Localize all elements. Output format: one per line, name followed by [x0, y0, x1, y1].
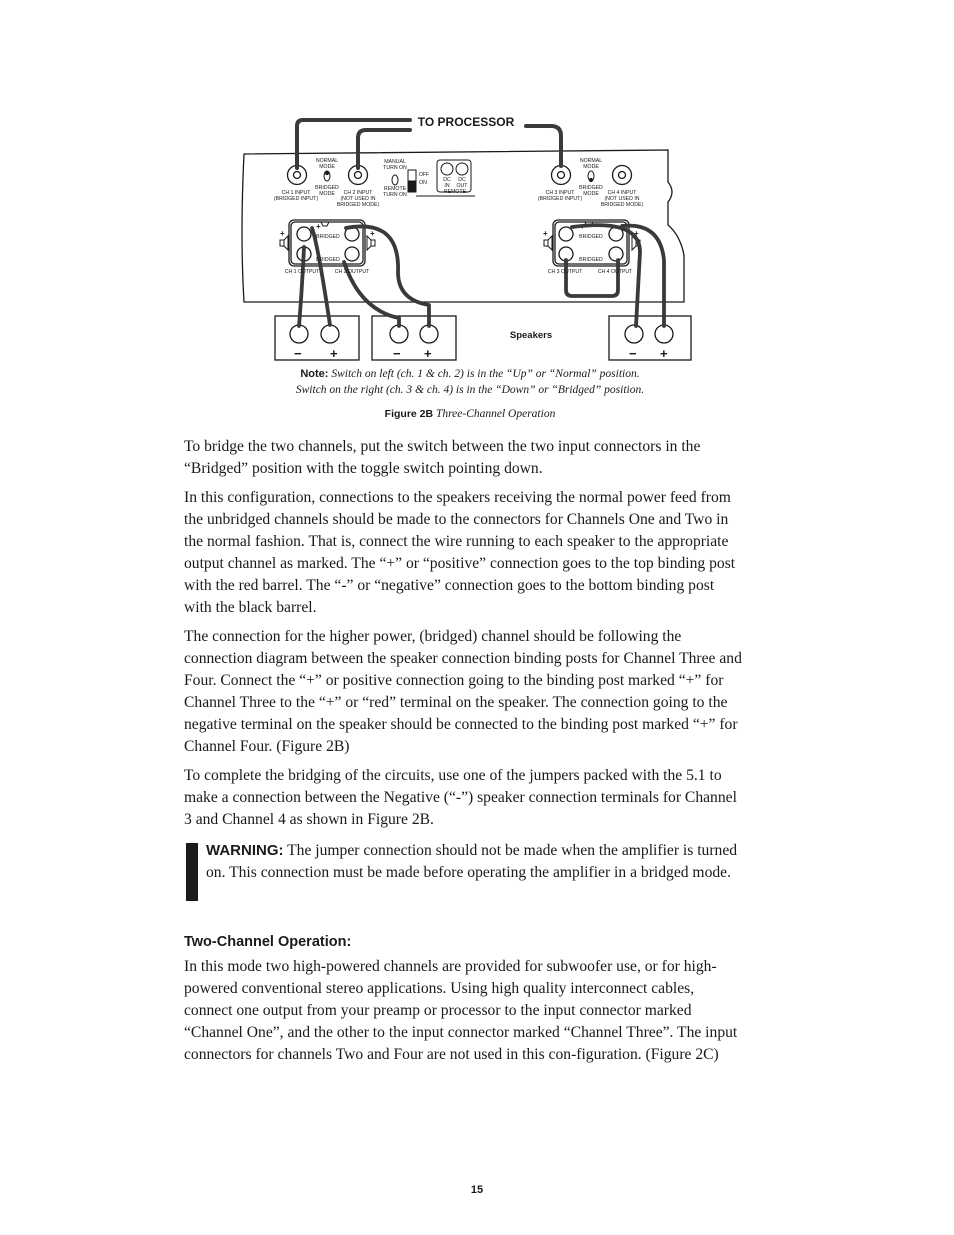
- svg-text:−: −: [393, 346, 401, 361]
- note-label: Note:: [300, 368, 329, 380]
- svg-text:CH 4 INPUT: CH 4 INPUT: [607, 190, 637, 196]
- svg-text:+: +: [580, 222, 585, 231]
- paragraph-two-channel: In this mode two high-powered channels are provided for subwoofer use, or for high-powered conventional stereo applications. Using high quality interconnect cables, connect one output from your preamp or processor to the input connector marked “Channel One”, and the other to the input connector marked “Channel Three”. The input connectors for channels Two and Four are not used in this con-figuration. (Figure 2C): [184, 958, 738, 1063]
- svg-text:+: +: [634, 229, 639, 238]
- svg-text:DC: DC: [443, 177, 451, 183]
- note-line-1: Switch on left (ch. 1 & ch. 2) is in the “Up” or “Normal” position.: [331, 368, 640, 380]
- svg-text:CH 1 INPUT: CH 1 INPUT: [281, 190, 311, 196]
- figure-2b: [0, 0, 954, 430]
- warning-block: [186, 840, 746, 884]
- svg-text:OFF: OFF: [418, 172, 430, 178]
- paragraph-bridged-connection: The connection for the higher power, (bridged) channel should be following the connection diagram between the speaker connection binding posts for Channel Three and Four. Connect the “+” or positive connection going to the binding post marked “+” for Channel Three to the “+” or “red” terminal on the speaker. The connection going to the negative terminal on the speaker should be connected to the binding post marked “+” for Channel Four. (Figure 2B): [184, 628, 742, 755]
- svg-text:(NOT USED IN: (NOT USED IN: [604, 196, 640, 202]
- svg-text:+: +: [370, 229, 375, 238]
- page-number: 15: [470, 1184, 484, 1196]
- warning-bar: [186, 843, 198, 901]
- svg-text:+: +: [330, 346, 338, 361]
- svg-text:CH 3 OUTPUT: CH 3 OUTPUT: [547, 269, 583, 275]
- svg-text:BRIDGED: BRIDGED: [579, 234, 603, 240]
- svg-text:OUT: OUT: [456, 183, 468, 189]
- warning-text: The jumper connection should not be made when the amplifier is turned on. This connection must be made before operating the amplifier in a bridged mode.: [206, 842, 738, 881]
- svg-text:+: +: [543, 229, 548, 238]
- caption-label: Figure 2B: [384, 408, 434, 420]
- warning-label: WARNING:: [206, 842, 284, 859]
- paragraph-bridge-channels: To bridge the two channels, put the switch between the two input connectors in the “Bridged” position with the toggle switch pointing down.: [184, 438, 701, 477]
- svg-text:CH 2 INPUT: CH 2 INPUT: [343, 190, 373, 196]
- svg-text:CH 4 OUTPUT: CH 4 OUTPUT: [597, 269, 633, 275]
- svg-text:BRIDGED MODE): BRIDGED MODE): [600, 202, 644, 208]
- svg-text:MODE: MODE: [319, 164, 335, 170]
- svg-text:BRIDGED: BRIDGED: [579, 185, 603, 191]
- svg-text:+: +: [316, 222, 321, 231]
- svg-text:MODE: MODE: [583, 191, 599, 197]
- svg-text:CH 3 INPUT: CH 3 INPUT: [545, 190, 575, 196]
- two-channel-heading: Two-Channel Operation:: [184, 934, 352, 950]
- svg-text:BRIDGED: BRIDGED: [316, 234, 340, 240]
- speakers-label: Speakers: [509, 330, 553, 341]
- paragraph-jumper: To complete the bridging of the circuits, use one of the jumpers packed with the 5.1 to make a connection between the Negative (“-”) speaker connection terminals for Channel 3 and Channel 4 as shown in Figure 2B.: [184, 767, 737, 828]
- svg-text:BRIDGED: BRIDGED: [316, 257, 340, 263]
- paragraph-normal-connections: In this configuration, connections to the speakers receiving the normal power feed from the unbridged channels should be made to the connectors for Channels One and Two in the normal fashion. That is, connect the wire running to each speaker to the appropriate output channel as marked. The “+” or “positive” connection goes to the top binding post with the red barrel. The “-” or “negative” connection goes to the bottom binding post with the black barrel.: [184, 489, 736, 616]
- figure-caption: [200, 408, 740, 420]
- speaker-polarity-marks: [294, 346, 668, 361]
- svg-text:NORMAL: NORMAL: [315, 158, 339, 164]
- svg-text:CH 2 OUTPUT: CH 2 OUTPUT: [334, 269, 370, 275]
- svg-text:IN: IN: [444, 183, 450, 189]
- svg-text:−: −: [629, 346, 637, 361]
- svg-text:+: +: [660, 346, 668, 361]
- svg-text:−: −: [294, 346, 302, 361]
- svg-text:MANUAL: MANUAL: [384, 159, 406, 165]
- figure-note: [200, 366, 740, 398]
- svg-text:+: +: [280, 229, 285, 238]
- svg-text:(BRIDGED INPUT): (BRIDGED INPUT): [537, 196, 583, 202]
- to-processor-label: TO PROCESSOR: [417, 115, 515, 129]
- svg-text:(NOT USED IN: (NOT USED IN: [340, 196, 376, 202]
- panel-labels: [274, 115, 643, 341]
- svg-text:DC: DC: [458, 177, 466, 183]
- svg-text:TURN ON: TURN ON: [383, 165, 407, 171]
- svg-text:TURN ON: TURN ON: [383, 192, 407, 198]
- svg-text:ON: ON: [419, 180, 427, 186]
- svg-text:BRIDGED: BRIDGED: [579, 257, 603, 263]
- svg-text:MODE: MODE: [319, 191, 335, 197]
- svg-text:REMOTE: REMOTE: [443, 189, 467, 195]
- svg-text:MODE: MODE: [583, 164, 599, 170]
- svg-text:REMOTE: REMOTE: [383, 186, 407, 192]
- svg-text:BRIDGED: BRIDGED: [315, 185, 339, 191]
- svg-text:+: +: [424, 346, 432, 361]
- svg-text:BRIDGED MODE): BRIDGED MODE): [336, 202, 380, 208]
- caption-text: Three-Channel Operation: [435, 408, 556, 420]
- svg-text:(BRIDGED INPUT): (BRIDGED INPUT): [273, 196, 319, 202]
- svg-text:CH 1 OUTPUT: CH 1 OUTPUT: [284, 269, 320, 275]
- svg-text:NORMAL: NORMAL: [579, 158, 603, 164]
- note-line-2: Switch on the right (ch. 3 & ch. 4) is in the “Down” or “Bridged” position.: [295, 384, 645, 396]
